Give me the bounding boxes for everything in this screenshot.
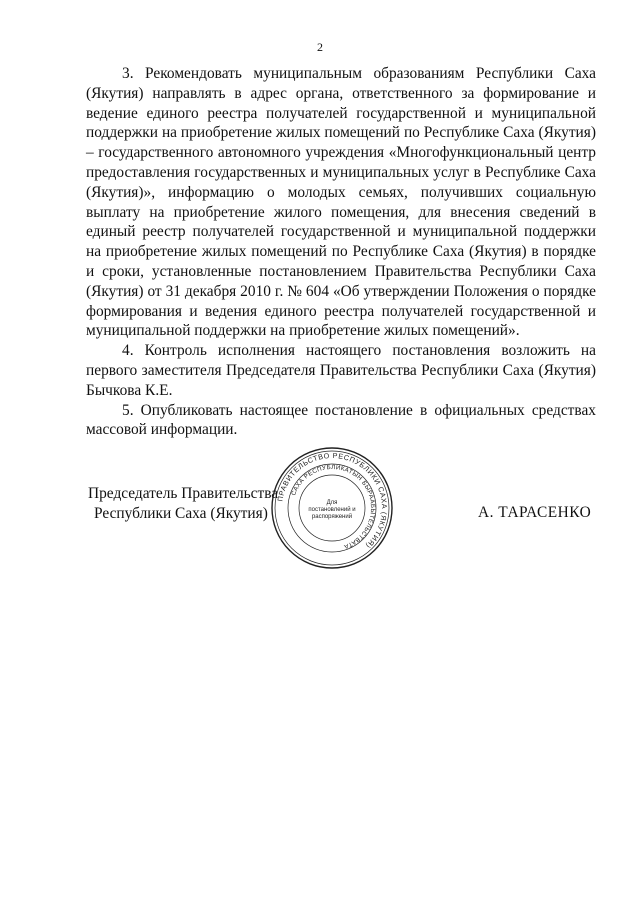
- seal-center-line2: постановлений и: [308, 507, 356, 513]
- signatory-title: [88, 484, 278, 524]
- signatory-name: А. ТАРАСЕНКО: [478, 504, 592, 521]
- seal-center-line1: Для: [326, 500, 338, 506]
- seal-outer-text: ПРАВИТЕЛЬСТВО РЕСПУБЛИКИ САХА (ЯКУТИЯ): [275, 450, 390, 551]
- seal-inner-text: САХА РЕСПУБЛИКАТЫН БЫРААБЫТЕЛЬСТВАТА: [290, 463, 377, 551]
- signatory-title-line1: Председатель Правительства: [88, 485, 279, 502]
- page-number: 2: [317, 40, 323, 54]
- document-body: [86, 64, 596, 440]
- paragraph-3: 3. Рекомендовать муниципальным образованиям Республики Саха (Якутия) направлять в адрес органа, ответственного за формирование и ведение единого реестра получателей государственной и муниципальной поддержки на приобретение жилых помещений по Республике Саха (Якутия) – государственного автономного учреждения «Многофункциональный центр предоставления государственных и муниципальных услуг в Республике Саха (Якутия)», информацию о молодых семьях, получивших социальную выплату на приобретение жилого помещения, для внесения сведений в единый реестр получателей государственной и муниципальной поддержки на приобретение жилых помещений по Республике Саха (Якутия) в порядке и сроки, установленные постановлением Правительства Республики Саха (Якутия) от 31 декабря 2010 г. № 604 «Об утверждении Положения о порядке формирования и ведения единого реестра получателей государственной и муниципальной поддержки на приобретение жилых помещений».: [86, 65, 596, 340]
- signatory-title-line2: Республики Саха (Якутия): [94, 505, 268, 522]
- paragraph-4: 4. Контроль исполнения настоящего постановления возложить на первого заместителя Председателя Правительства Республики Саха (Якутия) Бычкова К.Е.: [86, 342, 596, 399]
- official-seal: [270, 446, 394, 570]
- seal-center-line3: распоряжений: [311, 514, 353, 520]
- paragraph-5: 5. Опубликовать настоящее постановление в официальных средствах массовой информации.: [86, 401, 596, 439]
